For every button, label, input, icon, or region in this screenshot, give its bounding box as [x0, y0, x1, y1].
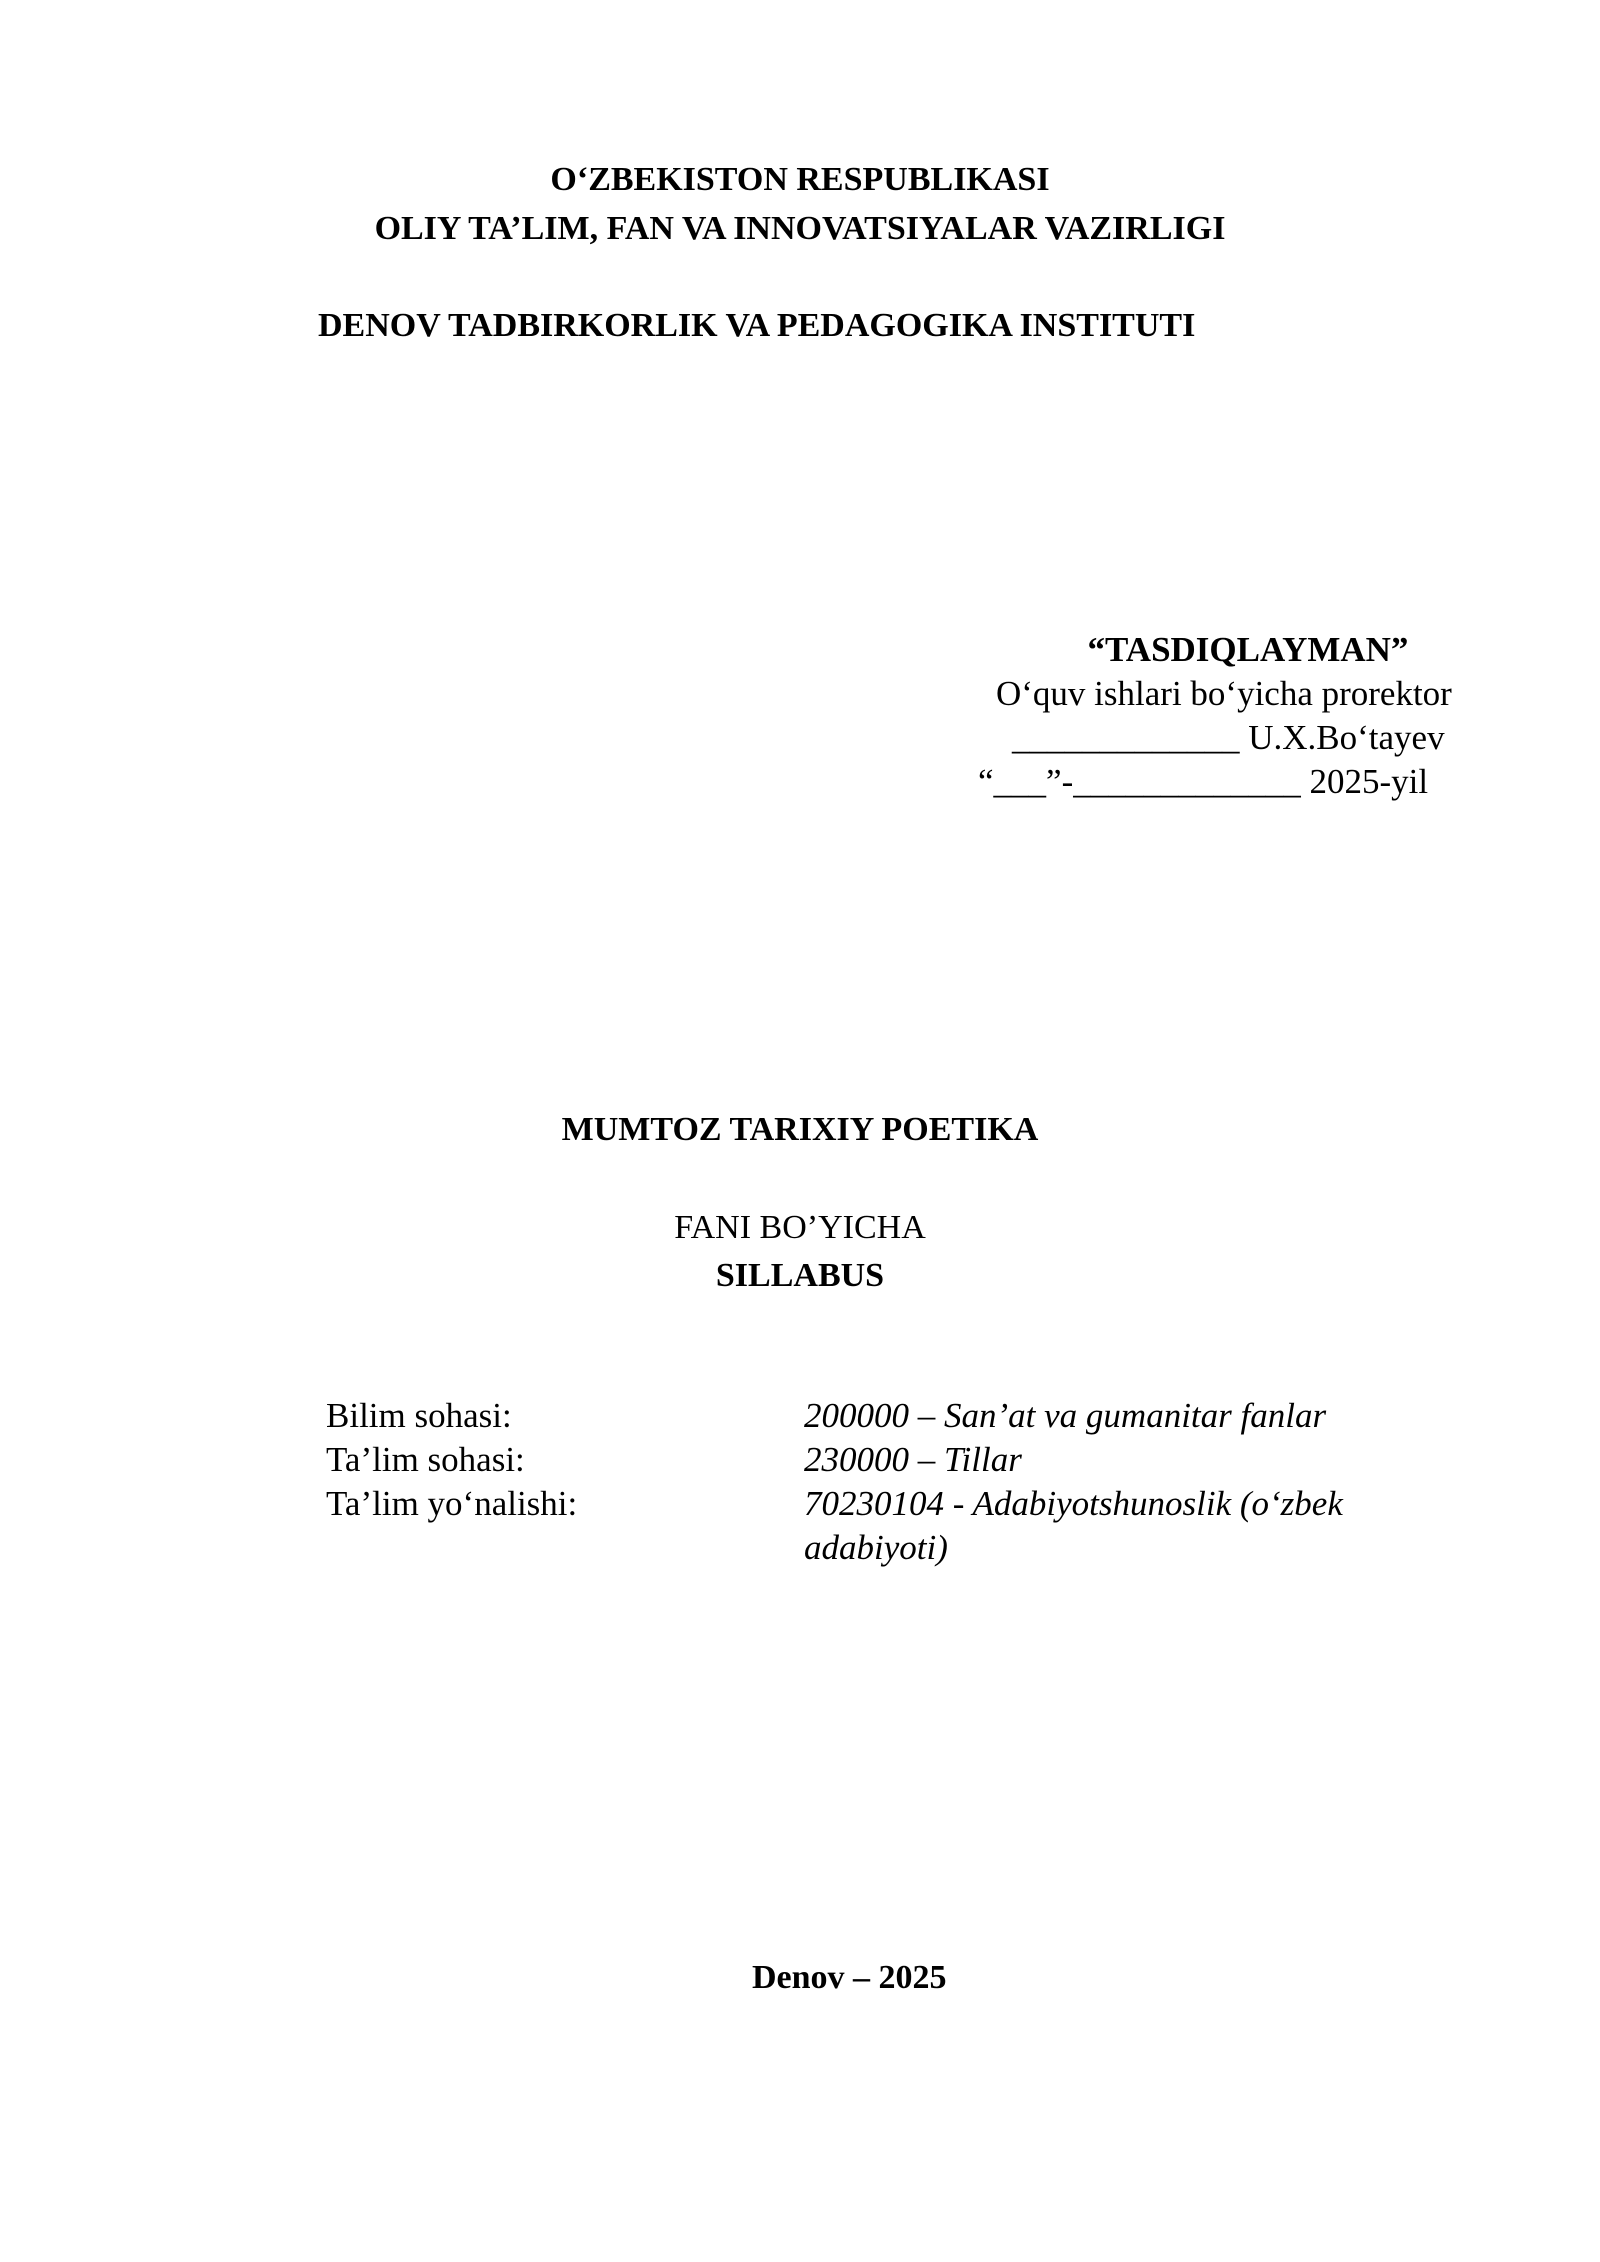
subject-subtitle: FANI BO’YICHA: [674, 1209, 926, 1246]
document-type: SILLABUS: [715, 1257, 885, 1294]
date-line: “___”-_____________ 2025-yil: [978, 762, 1429, 801]
ministry-heading: OLIY TA’LIM, FAN VA INNOVATSIYALAR VAZIRLIGI: [374, 210, 1226, 247]
info-label: Bilim sohasi:: [326, 1396, 512, 1435]
info-value: 200000 – San’at va gumanitar fanlar: [804, 1396, 1327, 1435]
info-label: Ta’lim sohasi:: [326, 1440, 525, 1479]
country-heading: O‘ZBEKISTON RESPUBLIKASI: [550, 161, 1050, 198]
info-value: 230000 – Tillar: [804, 1440, 1022, 1479]
info-label: Ta’lim yo‘nalishi:: [326, 1484, 578, 1523]
info-value-continuation: adabiyoti): [804, 1528, 948, 1567]
subject-title: MUMTOZ TARIXIY POETIKA: [561, 1111, 1039, 1148]
signature-line: _____________ U.X.Bo‘tayev: [1012, 718, 1445, 757]
info-value: 70230104 - Adabiyotshunoslik (o‘zbek: [804, 1484, 1343, 1523]
approval-title: “TASDIQLAYMAN”: [1087, 630, 1409, 669]
approval-position: O‘quv ishlari bo‘yicha prorektor: [996, 674, 1452, 713]
place-year: Denov – 2025: [752, 1959, 947, 1996]
institute-heading: DENOV TADBIRKORLIK VA PEDAGOGIKA INSTITUTI: [318, 307, 1196, 344]
